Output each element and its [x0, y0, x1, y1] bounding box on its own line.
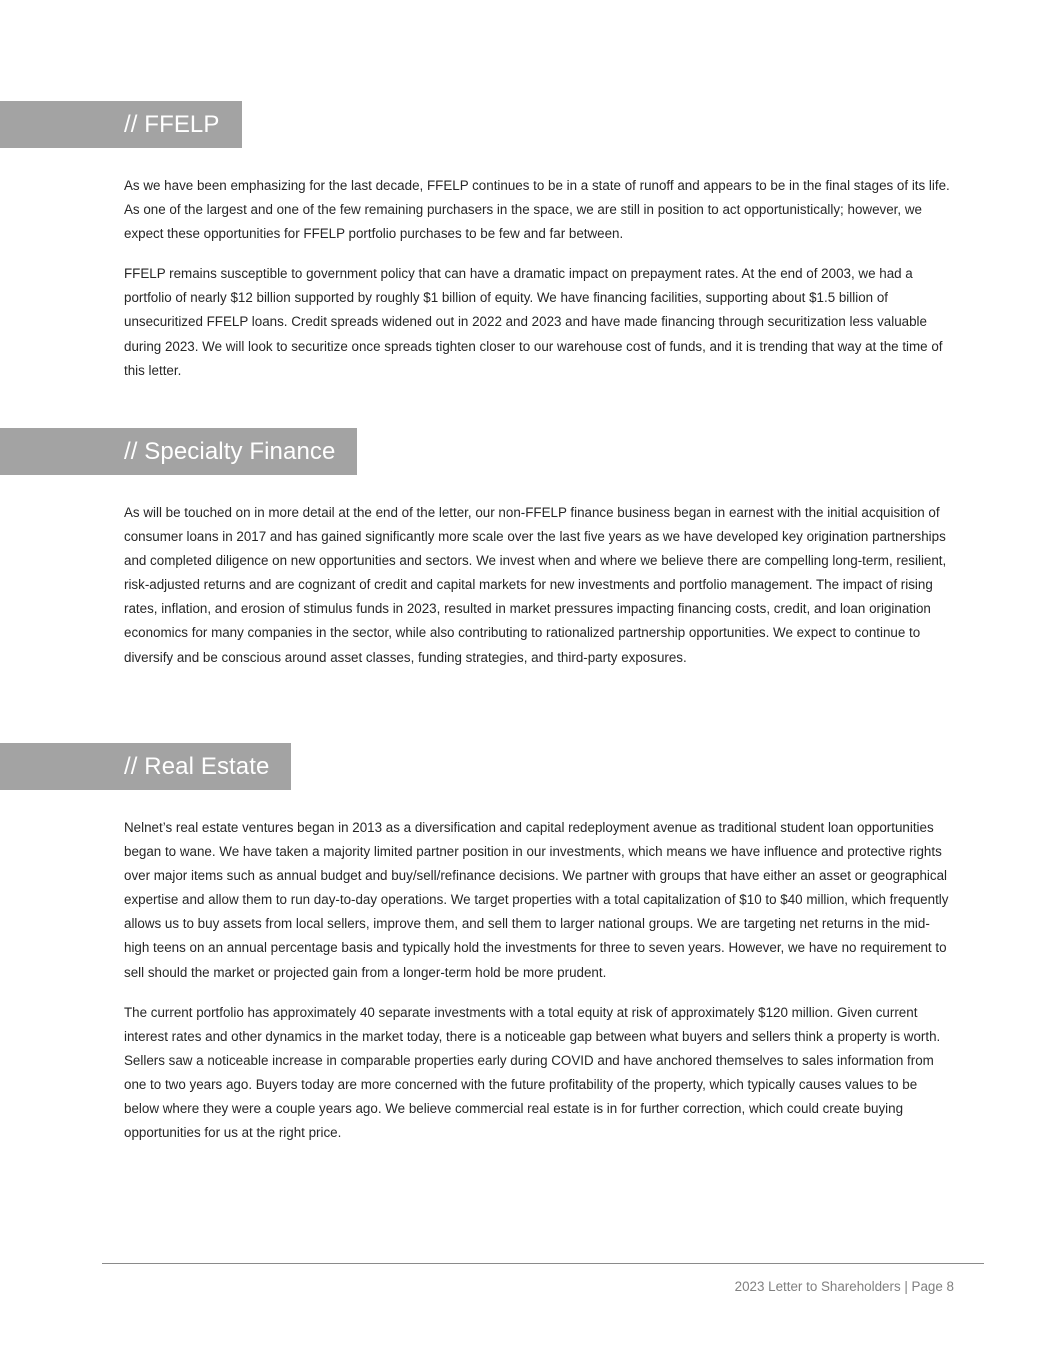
section-title: // FFELP [124, 110, 220, 138]
section-body-ffelp [124, 174, 954, 399]
section-title: // Specialty Finance [124, 437, 336, 465]
paragraph: Nelnet’s real estate ventures began in 2013 as a diversification and capital redeployment avenue as traditional student loan opportunities began to wane. We have taken a majority limited partner position in our investments, which means we have influence and protective rights over major items such as annual budget and buy/sell/refinance decisions. We partner with groups that have either an asset or geographical expertise and allow them to run day-to-day operations. We target properties with a total capitalization of $10 to $40 million, which frequently allows us to buy assets from local sellers, improve them, and sell them to larger national groups. We are targeting net returns in the mid-high teens on an annual percentage basis and typically hold the investments for three to seven years. However, we have no requirement to sell should the market or projected gain from a longer-term hold be more prudent. [124, 820, 949, 980]
section-header-ffelp [0, 101, 242, 148]
section-header-real-estate [0, 743, 291, 790]
paragraph: FFELP remains susceptible to government policy that can have a dramatic impact on prepayment rates. At the end of 2003, we had a portfolio of nearly $12 billion supported by roughly $1 billion of equity. We have financing facilities, supporting about $1.5 billion of unsecuritized FFELP loans. Credit spreads widened out in 2022 and 2023 and have made financing through securitization less valuable during 2023. We will look to securitize once spreads tighten closer to our warehouse cost of funds, and it is trending that way at the time of this letter. [124, 266, 943, 378]
section-title: // Real Estate [124, 752, 270, 780]
section-header-specialty-finance [0, 428, 357, 475]
section-body-specialty-finance [124, 501, 954, 686]
footer-divider [102, 1263, 984, 1264]
paragraph: The current portfolio has approximately 40 separate investments with a total equity at risk of approximately $120 million. Given current interest rates and other dynamics in the market today, there is a noticeable gap between what buyers and sellers think a property is worth. Sellers saw a noticeable increase in comparable properties early during COVID and have anchored themselves to sales information from one to two years ago. Buyers today are more concerned with the future profitability of the property, which typically causes values to be below where they were a couple years ago. We believe commercial real estate is in for further correction, which could create buying opportunities for us at the right price. [124, 1004, 941, 1141]
paragraph: As we have been emphasizing for the last decade, FFELP continues to be in a state of runoff and appears to be in the final stages of its life. As one of the largest and one of the few remaining purchasers in the space, we are still in position to act opportunistically; however, we expect these opportunities for FFELP portfolio purchases to be few and far between. [124, 178, 950, 242]
section-body-real-estate [124, 816, 954, 1161]
footer-page-label: 2023 Letter to Shareholders | Page 8 [734, 1279, 954, 1294]
paragraph: As will be touched on in more detail at the end of the letter, our non-FFELP finance business began in earnest with the initial acquisition of consumer loans in 2017 and has gained significantly more scale over the last five years as we have developed key origination partnerships and completed diligence on new opportunities and sectors. We invest when and where we believe there are compelling long-term, resilient, risk-adjusted returns and are cognizant of credit and capital markets for new investments and portfolio management. The impact of rising rates, inflation, and erosion of stimulus funds in 2023, resulted in market pressures impacting financing costs, credit, and loan origination economics for many companies in the sector, while also contributing to rationalized partnership opportunities. We expect to continue to diversify and be conscious around asset classes, funding strategies, and third-party exposures. [124, 505, 947, 665]
